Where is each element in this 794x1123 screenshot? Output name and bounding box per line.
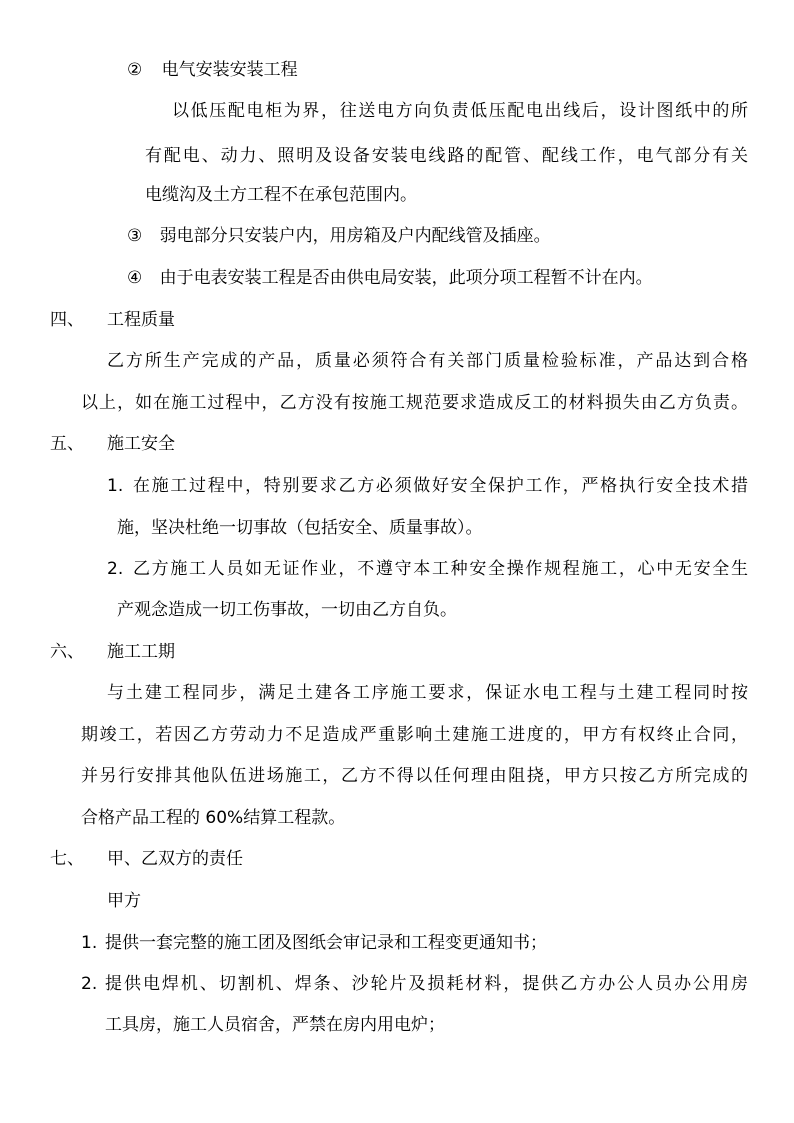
section-6-title: 施工工期 bbox=[107, 642, 175, 662]
section-6-number: 六、 bbox=[50, 642, 84, 662]
section-5-item-1-number: 1. bbox=[107, 476, 124, 496]
section-7-item-1-line-1: 提供一套完整的施工团及图纸会审记录和工程变更通知书； bbox=[105, 933, 547, 953]
section-5-number: 五、 bbox=[50, 434, 84, 454]
section-5-title: 施工安全 bbox=[107, 434, 175, 454]
meter-text: 由于电表安装工程是否由供电局安装，此项分项工程暂不计在内。 bbox=[159, 268, 653, 288]
weak-current-item bbox=[127, 222, 551, 250]
section-4-title: 工程质量 bbox=[107, 310, 175, 330]
section-5-item-1-line-2: 施，坚决杜绝一切事故（包括安全、质量事故）。 bbox=[117, 518, 483, 538]
section-6-para-line-4: 合格产品工程的 60%结算工程款。 bbox=[81, 808, 346, 828]
section-7-item-1-number: 1. bbox=[81, 933, 98, 953]
section-7-item-2-number: 2. bbox=[81, 974, 98, 994]
meter-item bbox=[127, 264, 653, 292]
section-4-number: 四、 bbox=[50, 310, 84, 330]
section-7-item-2-line-2: 工具房，施工人员宿舍，严禁在房内用电炉； bbox=[105, 1015, 445, 1035]
electrical-para-line-3: 电缆沟及土方工程不在承包范围内。 bbox=[145, 185, 417, 205]
party-a-label: 甲方 bbox=[107, 891, 141, 911]
circled-number-4: ④ bbox=[127, 268, 143, 288]
section-5-item-1-line-1: 在施工过程中，特别要求乙方必须做好安全保护工作，严格执行安全技术措 bbox=[133, 476, 748, 496]
section-5-item-2-line-2: 产观念造成一切工伤事故，一切由乙方自负。 bbox=[117, 600, 457, 620]
section-7-item-2-line-1: 提供电焊机、切割机、焊条、沙轮片及损耗材料，提供乙方办公人员办公用房 bbox=[105, 974, 748, 994]
section-7-number: 七、 bbox=[50, 849, 84, 869]
section-5-item-2-number: 2. bbox=[107, 559, 124, 579]
section-6-para-line-2: 期竣工，若因乙方劳动力不足造成严重影响土建施工进度的，甲方有权终止合同， bbox=[81, 725, 748, 745]
electrical-para-line-1: 以低压配电柜为界，往送电方向负责低压配电出线后，设计图纸中的所 bbox=[172, 101, 748, 121]
section-6-para-line-1: 与土建工程同步，满足土建各工序施工要求，保证水电工程与土建工程同时按 bbox=[107, 683, 748, 703]
weak-current-text: 弱电部分只安装户内，用房箱及户内配线管及插座。 bbox=[159, 226, 551, 246]
electrical-title: 电气安装安装工程 bbox=[161, 60, 298, 80]
section-4-heading bbox=[50, 306, 84, 334]
section-6-para-line-3: 并另行安排其他队伍进场施工，乙方不得以任何理由阻挠，甲方只按乙方所完成的 bbox=[81, 766, 748, 786]
electrical-para-line-2: 有配电、动力、照明及设备安装电线路的配管、配线工作，电气部分有关 bbox=[145, 146, 748, 166]
section-7-title: 甲、乙双方的责任 bbox=[107, 849, 243, 869]
circled-number-3: ③ bbox=[127, 226, 143, 246]
section-5-item-2-line-1: 乙方施工人员如无证作业，不遵守本工种安全操作规程施工，心中无安全生 bbox=[133, 559, 748, 579]
section-4-para-line-2: 以上，如在施工过程中，乙方没有按施工规范要求造成反工的材料损失由乙方负责。 bbox=[81, 393, 748, 413]
section-4-para-line-1: 乙方所生产完成的产品，质量必须符合有关部门质量检验标准，产品达到合格 bbox=[107, 351, 748, 371]
circled-number-2: ② bbox=[127, 60, 143, 80]
electrical-heading bbox=[127, 56, 298, 84]
